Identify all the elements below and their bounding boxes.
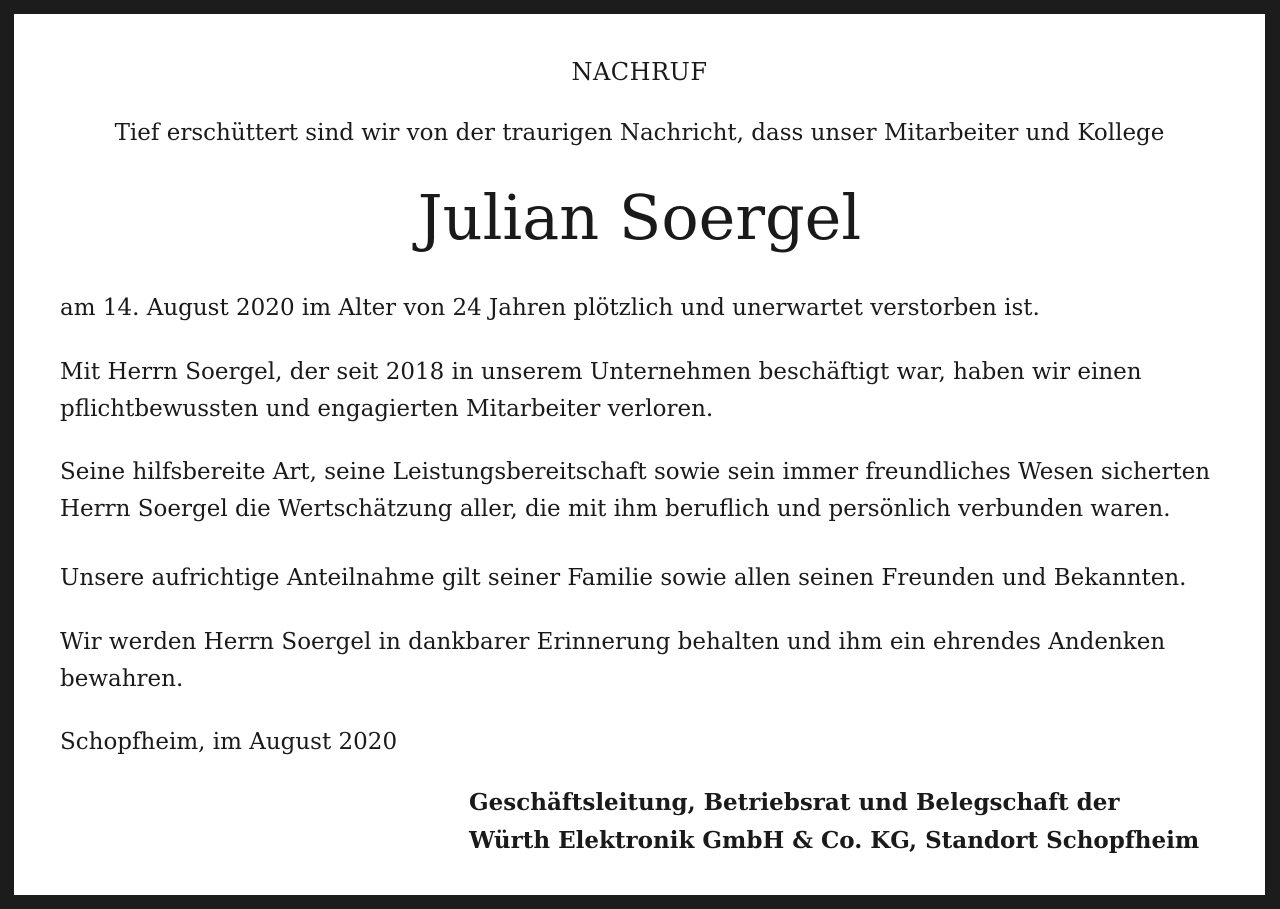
deceased-name: Julian Soergel: [417, 181, 862, 254]
condolence-paragraph: Unsere aufrichtige Anteilnahme gilt seiner Familie sowie allen seinen Freunden und Bekannten.: [60, 565, 1187, 591]
character-paragraph: Seine hilfsbereite Art, seine Leistungsbereitschaft sowie sein immer freundliches Wesen sicherten Herrn Soergel die Wertschätzung aller, die mit ihm beruflich und persönlich verbunden waren.: [60, 459, 1211, 522]
death-date-paragraph: am 14. August 2020 im Alter von 24 Jahren plötzlich und unerwartet verstorben ist.: [60, 295, 1040, 321]
signature-line-1: Geschäftsleitung, Betriebsrat und Belegschaft der: [469, 789, 1120, 816]
obituary-notice: [14, 14, 1265, 895]
notice-heading: NACHRUF: [571, 58, 708, 86]
remembrance-paragraph: Wir werden Herrn Soergel in dankbarer Erinnerung behalten und ihm ein ehrendes Andenken bewahren.: [60, 629, 1166, 692]
signature-line-2: Würth Elektronik GmbH & Co. KG, Standort Schopfheim: [469, 827, 1200, 854]
place-date-line: Schopfheim, im August 2020: [60, 729, 398, 755]
employment-paragraph: Mit Herrn Soergel, der seit 2018 in unserem Unternehmen beschäftigt war, haben wir einen pflichtbewussten und engagierten Mitarbeiter verloren.: [60, 359, 1142, 422]
intro-line: Tief erschüttert sind wir von der traurigen Nachricht, dass unser Mitarbeiter und Kollege: [114, 120, 1165, 146]
